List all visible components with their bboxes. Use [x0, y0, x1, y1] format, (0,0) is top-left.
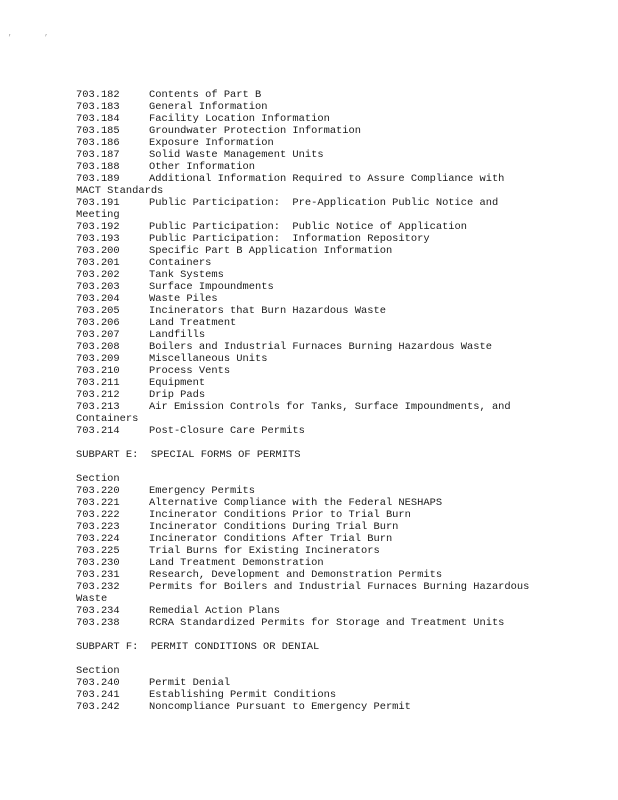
section-number: 703.210 — [76, 365, 120, 377]
toc-entry — [76, 677, 536, 689]
section-title: Remedial Action Plans — [149, 605, 280, 617]
section-number: 703.203 — [76, 281, 120, 293]
toc-entry — [76, 557, 536, 569]
section-title: Public Participation: Public Notice of Application — [149, 221, 468, 233]
toc-entry — [76, 533, 536, 545]
toc-entry — [76, 113, 536, 125]
toc-entry — [76, 125, 536, 137]
section-title: Permits for Boilers and Industrial Furnaces Burning Hazardous — [149, 581, 530, 593]
section-number: 703.241 — [76, 689, 120, 701]
section-number: 703.204 — [76, 293, 120, 305]
toc-entry — [76, 101, 536, 113]
section-number: 703.182 — [76, 89, 120, 101]
toc-entry — [76, 617, 536, 629]
subpart-f-section-label: Section — [76, 665, 120, 677]
spacer — [76, 629, 536, 641]
section-title: Specific Part B Application Information — [149, 245, 393, 257]
toc-entry — [76, 353, 536, 365]
section-number: 703.207 — [76, 329, 120, 341]
section-title: Groundwater Protection Information — [149, 125, 362, 137]
section-title: Public Participation: Pre-Application Public Notice and — [149, 197, 499, 209]
toc-entry — [76, 161, 536, 173]
section-title: Process Vents — [149, 365, 231, 377]
section-title: Surface Impoundments — [149, 281, 274, 293]
spacer — [76, 437, 536, 449]
section-number: 703.214 — [76, 425, 120, 437]
toc-entry — [76, 485, 536, 497]
section-title: Alternative Compliance with the Federal NESHAPS — [149, 497, 443, 509]
section-number: 703.225 — [76, 545, 120, 557]
section-number: 703.230 — [76, 557, 120, 569]
section-title: Incinerators that Burn Hazardous Waste — [149, 305, 386, 317]
toc-entry — [76, 377, 536, 389]
section-title: Public Participation: Information Repository — [149, 233, 430, 245]
section-title-continuation: Containers — [76, 413, 139, 425]
section-number: 703.234 — [76, 605, 120, 617]
toc-entry — [76, 569, 536, 581]
section-title: Land Treatment — [149, 317, 237, 329]
toc-entry — [76, 401, 536, 413]
section-title: Equipment — [149, 377, 206, 389]
toc-entry — [76, 581, 536, 593]
section-title: Permit Denial — [149, 677, 231, 689]
speck: , — [44, 30, 49, 38]
section-title: Drip Pads — [149, 389, 206, 401]
section-title: Incinerator Conditions During Trial Burn — [149, 521, 399, 533]
section-number: 703.186 — [76, 137, 120, 149]
section-title: Trial Burns for Existing Incinerators — [149, 545, 380, 557]
section-title: Air Emission Controls for Tanks, Surface Impoundments, and — [149, 401, 511, 413]
toc-entry — [76, 521, 536, 533]
section-title: Incinerator Conditions After Trial Burn — [149, 533, 393, 545]
toc-entry — [76, 269, 536, 281]
section-title-continuation: MACT Standards — [76, 185, 164, 197]
section-title: Miscellaneous Units — [149, 353, 268, 365]
section-title: Additional Information Required to Assure Compliance with — [149, 173, 505, 185]
section-number: 703.188 — [76, 161, 120, 173]
section-number: 703.184 — [76, 113, 120, 125]
section-title-continuation: Meeting — [76, 209, 120, 221]
toc-entry — [76, 605, 536, 617]
toc-entry — [76, 305, 536, 317]
toc-entry — [76, 689, 536, 701]
section-title: Noncompliance Pursuant to Emergency Permit — [149, 701, 411, 713]
toc-entry — [76, 545, 536, 557]
toc-entry — [76, 149, 536, 161]
toc-entry — [76, 317, 536, 329]
section-number: 703.185 — [76, 125, 120, 137]
section-number: 703.221 — [76, 497, 120, 509]
spacer — [76, 461, 536, 473]
section-number: 703.220 — [76, 485, 120, 497]
section-number: 703.192 — [76, 221, 120, 233]
section-title: General Information — [149, 101, 268, 113]
section-title: Containers — [149, 257, 212, 269]
part-b-list — [76, 89, 536, 437]
section-number: 703.209 — [76, 353, 120, 365]
subpart-e-heading: SUBPART E: SPECIAL FORMS OF PERMITS — [76, 449, 301, 461]
toc-entry — [76, 293, 536, 305]
section-title: Other Information — [149, 161, 256, 173]
section-number: 703.240 — [76, 677, 120, 689]
section-number: 703.187 — [76, 149, 120, 161]
section-number: 703.231 — [76, 569, 120, 581]
section-title: Incinerator Conditions Prior to Trial Burn — [149, 509, 411, 521]
scan-specks — [8, 30, 77, 38]
toc-entry — [76, 173, 536, 185]
section-title: Tank Systems — [149, 269, 224, 281]
section-number: 703.193 — [76, 233, 120, 245]
section-number: 703.242 — [76, 701, 120, 713]
section-number: 703.191 — [76, 197, 120, 209]
section-number: 703.232 — [76, 581, 120, 593]
section-number: 703.200 — [76, 245, 120, 257]
section-number: 703.206 — [76, 317, 120, 329]
section-title: Waste Piles — [149, 293, 218, 305]
toc-entry — [76, 497, 536, 509]
section-title: Post-Closure Care Permits — [149, 425, 305, 437]
toc-entry — [76, 233, 536, 245]
section-title: Solid Waste Management Units — [149, 149, 324, 161]
section-number: 703.224 — [76, 533, 120, 545]
subpart-e-section-label: Section — [76, 473, 120, 485]
section-number: 703.223 — [76, 521, 120, 533]
section-title-continuation: Waste — [76, 593, 108, 605]
section-number: 703.238 — [76, 617, 120, 629]
section-title: Research, Development and Demonstration Permits — [149, 569, 443, 581]
section-title: RCRA Standardized Permits for Storage and Treatment Units — [149, 617, 505, 629]
toc-entry — [76, 365, 536, 377]
toc-entry — [76, 509, 536, 521]
toc-entry — [76, 221, 536, 233]
toc-entry — [76, 701, 536, 713]
toc-entry — [76, 425, 536, 437]
toc-entry — [76, 341, 536, 353]
toc-entry — [76, 257, 536, 269]
speck: , — [8, 30, 13, 38]
toc-entry — [76, 281, 536, 293]
section-number: 703.213 — [76, 401, 120, 413]
subpart-e-list — [76, 485, 536, 629]
section-number: 703.211 — [76, 377, 120, 389]
toc-entry — [76, 389, 536, 401]
toc-entry — [76, 245, 536, 257]
subpart-f-heading: SUBPART F: PERMIT CONDITIONS OR DENIAL — [76, 641, 320, 653]
section-title: Establishing Permit Conditions — [149, 689, 337, 701]
section-title: Land Treatment Demonstration — [149, 557, 324, 569]
section-number: 703.183 — [76, 101, 120, 113]
section-title: Landfills — [149, 329, 206, 341]
toc-entry — [76, 329, 536, 341]
section-number: 703.189 — [76, 173, 120, 185]
toc-entry — [76, 137, 536, 149]
toc-entry — [76, 197, 536, 209]
section-title: Boilers and Industrial Furnaces Burning Hazardous Waste — [149, 341, 492, 353]
table-of-contents — [76, 89, 536, 713]
section-number: 703.201 — [76, 257, 120, 269]
section-title: Emergency Permits — [149, 485, 256, 497]
section-number: 703.222 — [76, 509, 120, 521]
section-number: 703.208 — [76, 341, 120, 353]
spacer — [76, 653, 536, 665]
section-number: 703.202 — [76, 269, 120, 281]
section-title: Contents of Part B — [149, 89, 262, 101]
section-title: Exposure Information — [149, 137, 274, 149]
section-number: 703.205 — [76, 305, 120, 317]
section-title: Facility Location Information — [149, 113, 330, 125]
subpart-f-list — [76, 677, 536, 713]
toc-entry — [76, 89, 536, 101]
section-number: 703.212 — [76, 389, 120, 401]
